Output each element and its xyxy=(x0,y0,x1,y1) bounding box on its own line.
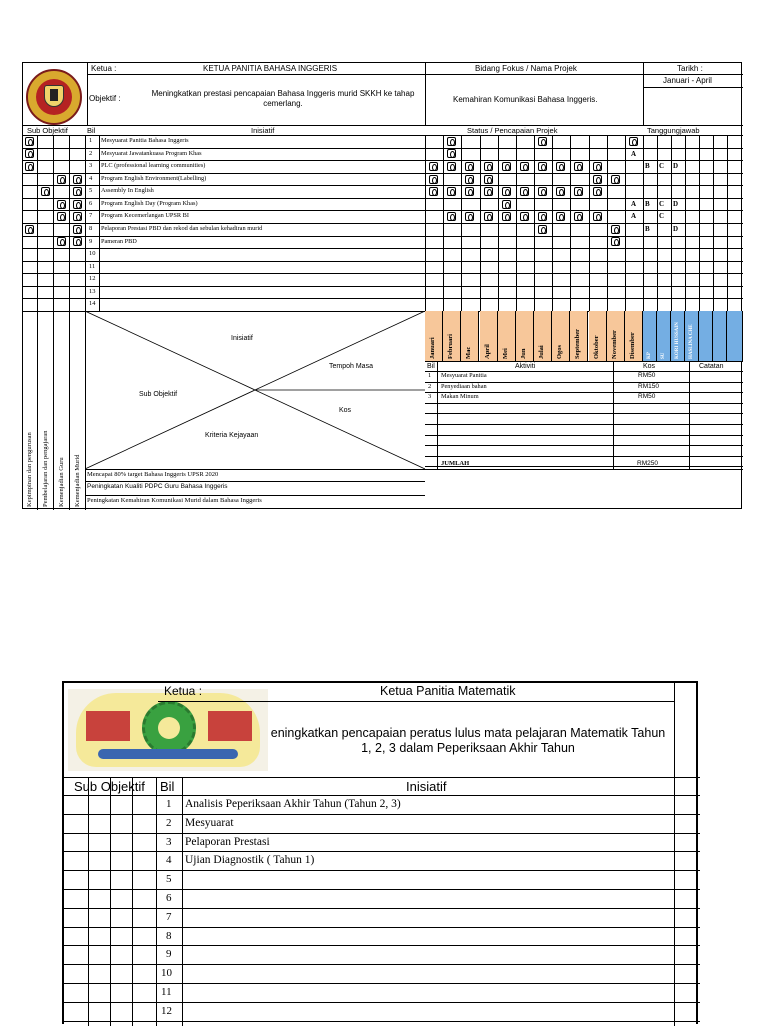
responsibility-letter: C xyxy=(659,199,665,208)
vlabel-kepimpinan: Kepimpinan dan pengurusan xyxy=(26,432,33,507)
tarikh-value: Januari - April xyxy=(663,76,712,85)
vlabel-kemenjadian-murid: Kemenjadian Murid xyxy=(74,454,81,507)
row-bil: 9 xyxy=(166,948,172,961)
row-bil: 10 xyxy=(89,250,96,258)
responsibility-letter: D xyxy=(673,199,679,208)
status-mark xyxy=(465,175,474,184)
staff-cell xyxy=(699,311,713,361)
subobjektif-mark xyxy=(25,162,34,171)
col-subobjektif-2: Sub Objektif xyxy=(74,779,145,794)
staff-label: HASLINA CHE xyxy=(689,324,694,359)
bidang-value: Kemahiran Komunikasi Bahasa Inggeris. xyxy=(453,95,598,104)
responsibility-letter: C xyxy=(659,212,665,221)
row-inisiatif: Program English Environment(Labelling) xyxy=(101,174,207,182)
school-logo xyxy=(26,69,82,125)
row-bil: 12 xyxy=(161,1004,172,1017)
subobjektif-mark xyxy=(57,237,66,246)
row-bil: 7 xyxy=(166,910,172,923)
month-label: Ogos xyxy=(556,344,564,359)
status-mark xyxy=(611,225,620,234)
ketua-label: Ketua : xyxy=(91,64,117,73)
status-mark xyxy=(447,162,456,171)
status-mark xyxy=(520,212,529,221)
row-inisiatif: Ujian Diagnostik ( Tahun 1) xyxy=(185,854,315,867)
row-bil: 2 xyxy=(89,149,93,157)
responsibility-letter: A xyxy=(631,149,637,158)
row-bil: 4 xyxy=(166,854,172,867)
row-inisiatif: PLC (professional learning communities) xyxy=(101,162,206,170)
status-mark xyxy=(520,162,529,171)
status-mark xyxy=(593,175,602,184)
row-bil: 12 xyxy=(89,275,96,283)
status-mark xyxy=(538,187,547,196)
row-bil: 5 xyxy=(89,187,93,195)
criteria-1: Mencapai 80% target Bahasa Inggeris UPSR 2020 xyxy=(87,471,219,478)
activity-kos: RM150 xyxy=(638,382,659,390)
tarikh-label: Tarikh : xyxy=(677,64,703,73)
responsibility-letter: A xyxy=(631,212,637,221)
subobjektif-mark xyxy=(73,237,82,246)
row-inisiatif: Pelaporan Prestasi PBD dan rekod dan sebulan kehadiran murid xyxy=(101,224,263,232)
status-mark xyxy=(429,175,438,184)
status-mark xyxy=(593,212,602,221)
act-col-catatan: Catatan xyxy=(699,363,724,370)
row-inisiatif: Program Kecemerlangan UPSR BI xyxy=(101,212,189,220)
col-bil: Bil xyxy=(87,126,96,135)
ketua-value-2: Ketua Panitia Matematik xyxy=(380,684,516,698)
status-mark xyxy=(447,212,456,221)
subobjektif-mark xyxy=(25,149,34,158)
responsibility-letter: C xyxy=(659,162,665,171)
status-mark xyxy=(465,187,474,196)
activity-kos: RM50 xyxy=(638,393,656,401)
activity-name: Mesyuarat Panitia xyxy=(441,372,487,379)
responsibility-letter: B xyxy=(645,224,650,233)
jumlah-value: RM250 xyxy=(637,460,658,467)
act-col-aktiviti: Aktiviti xyxy=(515,363,536,370)
status-mark xyxy=(538,225,547,234)
row-bil: 6 xyxy=(166,892,172,904)
status-mark xyxy=(429,162,438,171)
activity-kos: RM50 xyxy=(638,372,656,379)
status-mark xyxy=(484,187,493,196)
status-mark xyxy=(465,162,474,171)
row-bil: 13 xyxy=(89,287,96,295)
objektif-label: Objektif : xyxy=(89,94,121,103)
row-inisiatif: Assembly In English xyxy=(101,187,154,195)
status-mark xyxy=(593,162,602,171)
subobjektif-mark xyxy=(73,187,82,196)
status-mark xyxy=(611,237,620,246)
status-mark xyxy=(574,212,583,221)
x-label-inisiatif: Inisiatif xyxy=(231,335,253,342)
col-bil-2: Bil xyxy=(160,779,175,794)
status-mark xyxy=(538,137,547,146)
responsibility-letter: D xyxy=(673,224,679,233)
status-mark xyxy=(611,175,620,184)
row-inisiatif: Mesyuarat Jawatankuasa Program Khas xyxy=(101,149,202,157)
row-inisiatif: Program English Day (Program Khas) xyxy=(101,199,198,207)
responsibility-letter: D xyxy=(673,162,679,171)
ketua-value: KETUA PANITIA BAHASA INGGERIS xyxy=(203,64,338,73)
criteria-3: Peningkatan Kemahiran Komunikasi Murid dalam Bahasa Inggeris xyxy=(87,497,262,504)
x-diagram xyxy=(85,311,425,469)
status-mark xyxy=(556,162,565,171)
month-label: November xyxy=(610,330,618,359)
vlabel-pembelajaran: Pembelajaran dan pengajaran xyxy=(42,430,49,507)
status-mark xyxy=(629,137,638,146)
activity-name: Makan Minum xyxy=(441,393,479,401)
month-label: April xyxy=(483,344,491,359)
subobjektif-mark xyxy=(73,200,82,209)
status-mark xyxy=(447,149,456,158)
row-bil: 11 xyxy=(161,986,172,998)
subobjektif-mark xyxy=(25,137,34,146)
row-bil: 5 xyxy=(166,873,172,886)
month-label: Disember xyxy=(628,332,636,359)
month-label: Januari xyxy=(429,337,436,359)
status-mark xyxy=(465,212,474,221)
status-mark xyxy=(502,187,511,196)
row-bil: 4 xyxy=(89,174,93,182)
month-label: Jun xyxy=(519,348,527,359)
status-mark xyxy=(538,162,547,171)
objektif-value: Meningkatkan prestasi pencapaian Bahasa Inggeris murid SKKH ke tahap cemerlang. xyxy=(151,89,415,108)
row-inisiatif: Mesyuarat Panitia Bahasa Inggeris xyxy=(101,137,189,144)
plan-sheet-matematik xyxy=(62,681,698,1024)
month-label: Februari xyxy=(447,334,455,359)
status-mark xyxy=(502,200,511,209)
criteria-2: Peningkatan Kualiti PDPC Guru Bahasa Inggeris xyxy=(87,483,228,490)
x-label-kos: Kos xyxy=(339,407,352,414)
month-label: Mei xyxy=(501,348,509,359)
responsibility-letter: A xyxy=(631,199,637,208)
status-mark xyxy=(593,187,602,196)
row-inisiatif: Mesyuarat xyxy=(185,816,234,829)
subobjektif-mark xyxy=(57,175,66,184)
status-mark xyxy=(538,212,547,221)
x-label-tempoh: Tempoh Masa xyxy=(329,363,373,370)
jumlah-label: JUMLAH xyxy=(441,460,470,467)
col-subobjektif: Sub Objektif xyxy=(27,126,68,135)
month-label: Oktober xyxy=(592,335,600,359)
row-bil: 8 xyxy=(89,224,93,232)
month-label: September xyxy=(574,329,582,359)
subobjektif-mark xyxy=(73,212,82,221)
status-mark xyxy=(502,212,511,221)
status-mark xyxy=(556,187,565,196)
act-col-kos: Kos xyxy=(643,363,656,370)
activity-bil: 2 xyxy=(428,382,432,390)
status-mark xyxy=(447,187,456,196)
col-tanggungjawab: Tanggungjawab xyxy=(647,126,700,135)
x-label-kriteria: Kriteria Kejayaan xyxy=(205,432,259,439)
vlabel-kemenjadian-guru: Kemenjadian Guru xyxy=(58,457,65,507)
plan-sheet-english xyxy=(22,62,742,509)
x-label-sub: Sub Objektif xyxy=(139,391,178,398)
month-label: Julai xyxy=(538,345,545,359)
ketua-label-2: Ketua : xyxy=(164,684,203,698)
col-inisiatif-2: Inisiatif xyxy=(406,779,447,794)
activity-bil: 1 xyxy=(428,372,432,379)
row-bil: 1 xyxy=(166,798,172,810)
status-mark xyxy=(502,162,511,171)
row-inisiatif: Analisis Peperiksaan Akhir Tahun (Tahun 2, 3) xyxy=(185,798,401,810)
subobjektif-mark xyxy=(73,225,82,234)
status-mark xyxy=(556,212,565,221)
staff-label: KORI HUSSAIN xyxy=(675,322,680,359)
month-label: Mac xyxy=(465,346,473,359)
subobjektif-mark xyxy=(41,187,50,196)
status-mark xyxy=(484,175,493,184)
row-bil: 1 xyxy=(89,137,93,144)
status-mark xyxy=(484,212,493,221)
subobjektif-mark xyxy=(25,225,34,234)
col-inisiatif: Inisiatif xyxy=(251,126,275,135)
row-bil: 8 xyxy=(166,929,172,942)
status-mark xyxy=(429,187,438,196)
subobjektif-mark xyxy=(57,200,66,209)
responsibility-letter: B xyxy=(645,199,650,208)
status-mark xyxy=(447,137,456,146)
row-bil: 3 xyxy=(166,835,172,848)
row-bil: 10 xyxy=(161,967,172,980)
row-bil: 6 xyxy=(89,199,93,207)
row-bil: 2 xyxy=(166,816,172,829)
bidang-label: Bidang Fokus / Nama Projek xyxy=(475,64,577,73)
row-bil: 7 xyxy=(89,212,93,220)
act-col-bil: Bil xyxy=(427,363,435,370)
row-bil: 9 xyxy=(89,237,93,245)
status-mark xyxy=(574,162,583,171)
status-mark xyxy=(574,187,583,196)
status-mark xyxy=(484,162,493,171)
staff-label: KP xyxy=(647,352,652,359)
row-bil: 3 xyxy=(89,162,93,170)
subobjektif-mark xyxy=(57,212,66,221)
activity-name: Penyediaan bahan xyxy=(441,382,487,390)
responsibility-letter: B xyxy=(645,162,650,171)
col-status: Status / Pencapaian Projek xyxy=(467,126,558,135)
subobjektif-mark xyxy=(73,175,82,184)
staff-cell xyxy=(713,311,727,361)
activity-bil: 3 xyxy=(428,393,432,401)
row-bil: 11 xyxy=(89,262,96,270)
row-inisiatif: Pameran PBD xyxy=(101,237,137,245)
status-mark xyxy=(520,187,529,196)
objektif-value-2: eningkatkan pencapaian peratus lulus mata pelajaran Matematik Tahun 1, 2, 3 dalam Peperiksaan Akhir Tahun xyxy=(270,726,666,755)
row-bil: 14 xyxy=(89,300,96,308)
row-inisiatif: Pelaporan Prestasi xyxy=(185,835,270,848)
staff-cell xyxy=(727,311,743,361)
staff-label: SU xyxy=(661,352,666,359)
